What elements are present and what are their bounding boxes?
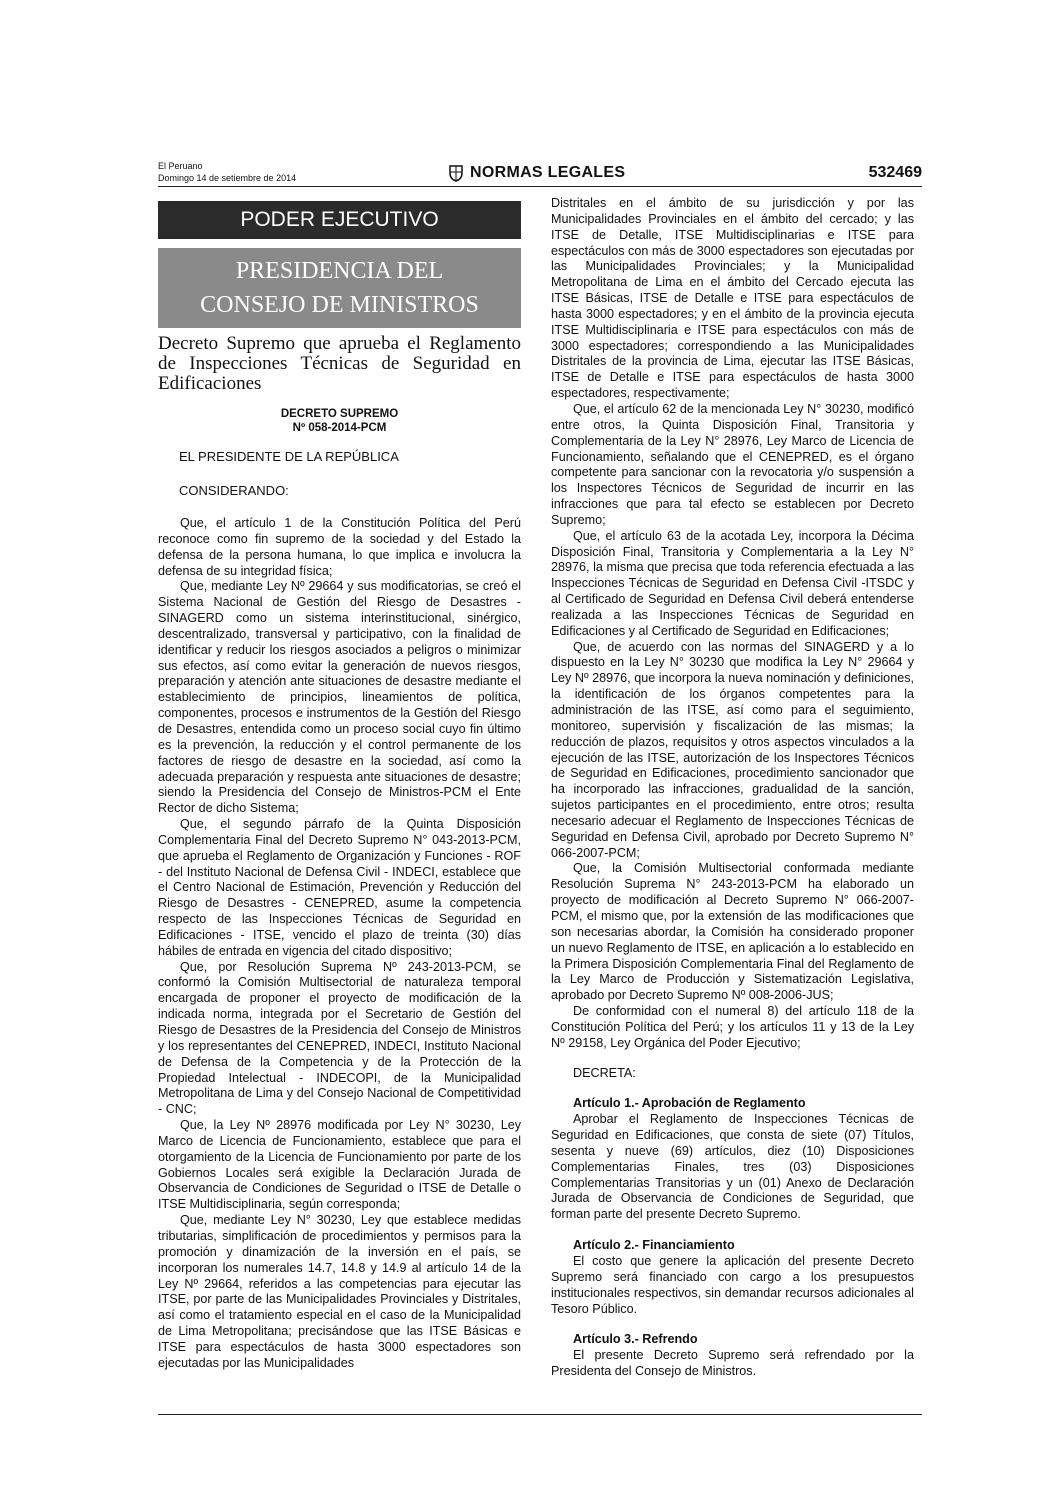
paragraph: Que, el segundo párrafo de la Quinta Disposición Complementaria Final del Decreto Supremo N° 043-2013-PCM, que aprueba el Reglamento de Organización y Funciones - ROF - del Instituto Nacional de Defensa Civil - INDECI, establece que el Centro Nacional de Estimación, Prevención y Reducción del Riesgo de Desastres - CENEPRED, asume la competencia respecto de las Inspecciones Técnicas de Seguridad en Edificaciones - ITSE, vencido el plazo de treinta (30) días hábiles de entrada en vigencia del citado dispositivo; — [158, 817, 521, 958]
ministry-line-1: PRESIDENCIA DEL — [235, 258, 444, 284]
decree-number: Nº 058-2014-PCM — [292, 422, 387, 434]
right-column — [551, 196, 914, 1380]
paragraph: Que, mediante Ley Nº 29664 y sus modificatorias, se creó el Sistema Nacional de Gestión del Riesgo de Desastres - SINAGERD como un sistema interinstitucional, sinérgico, descentralizado, transversal y participativo, con la finalidad de identificar y reducir los riesgos asociados a peligros o minimizar sus efectos, así como evitar la generación de nuevos riesgos, preparación y atención ante situaciones de desastre mediante el establecimiento de principios, lineamientos de política, componentes, procesos e instrumentos de la Gestión del Riesgo de Desastres, entendida como un proceso social cuyo fin último es la prevención, la reducción y el control permanente de los factores de riesgo de desastre en la sociedad, así como la adecuada preparación y respuesta ante situaciones de desastre; siendo la Presidencia del Consejo de Ministros-PCM el Ente Rector de dicho Sistema; — [158, 579, 521, 816]
publication-date: Domingo 14 de setiembre de 2014 — [158, 173, 297, 183]
coat-of-arms-icon — [448, 164, 464, 182]
page-number: 532469 — [868, 164, 922, 181]
paragraph: Que, mediante Ley N° 30230, Ley que establece medidas tributarias, simplificación de procedimientos y permisos para la promoción y dinamización de la inversión en el país, se incorporan los numerales 14.7, 14.8 y 14.9 al artículo 14 de la Ley Nº 29664, referidos a las competencias para ejecutar las ITSE, por parte de las Municipalidades Provinciales y Distritales, así como el tratamiento especial en el caso de la Municipalidad de Lima Metropolitana; precisándose que las ITSE Básicas e ITSE para espectáculos de hasta 3000 espectadores son ejecutadas por las Municipalidades — [158, 1213, 521, 1370]
paragraph: Que, el artículo 63 de la acotada Ley, incorpora la Décima Disposición Final, Transitoria y Complementaria a la Ley N° 28976, la misma que precisa que toda referencia efectuada a las Inspecciones Técnicas de Seguridad en Defensa Civil -ITSDC y al Certificado de Seguridad en Defensa Civil deberá entenderse realizada a las Inspecciones Técnicas de Seguridad en Edificaciones y al Certificado de Seguridad en Edificaciones; — [551, 528, 914, 638]
decreta-heading: DECRETA: — [573, 1065, 636, 1080]
decree-heading — [158, 407, 521, 435]
paragraph: Que, el artículo 62 de la mencionada Ley N° 30230, modificó entre otros, la Quinta Disposición Final, Transitoria y Complementaria de la Ley N° 28976, Ley Marco de Licencia de Funcionamiento, señalando que el CENEPRED, es el órgano competente para sancionar con la revocatoria y/o suspensión a los Inspectores Técnicos de Seguridad de incurrir en las infracciones que para tal efecto se establecen por Decreto Supremo; — [551, 401, 914, 527]
considerando-heading: CONSIDERANDO: — [179, 483, 289, 498]
ministry-line-2: CONSEJO DE MINISTROS — [200, 292, 479, 318]
decree-label: DECRETO SUPREMO — [280, 408, 399, 420]
brand-name: NORMAS LEGALES — [470, 164, 626, 181]
paragraph: Distritales en el ámbito de su jurisdicción y por las Municipalidades Provinciales en el ámbito del cercado; y las ITSE de Detalle, ITSE Multidisciplinarias e ITSE para espectáculos con más de 3000 espectadores son ejecutadas por las Municipalidades Provinciales; y la Municipalidad Metropolitana de Lima en el ámbito del Cercado ejecuta las ITSE Básicas, ITSE de Detalle e ITSE para espectáculos de hasta 3000 espectadores; y en el ámbito de la provincia ejecuta ITSE Multidisciplinaria e ITSE para espectáculos con más de 3000 espectadores; correspondiendo a las Municipalidades Distritales de la provincia de Lima, ejecutar las ITSE Básicas, ITSE de Detalle e ITSE para espectáculos de hasta 3000 espectadores, respectivamente; — [551, 196, 914, 401]
paragraph: Que, de acuerdo con las normas del SINAGERD y a lo dispuesto en la Ley N° 30230 que modifica la Ley N° 29664 y Ley Nº 28976, que incorpora la nueva nominación y definiciones, la identificación de los órganos competentes para la administración de las ITSE, así como para el seguimiento, monitoreo, supervisión y fiscalización de las mismas; la reducción de plazos, requisitos y otros aspectos vinculados a la ejecución de las ITSE, autorización de los Inspectores Técnicos de Seguridad en Edificaciones, procedimiento sancionador que ha incorporado las infracciones, gradualidad de la sanción, sujetos participantes en el procedimiento, entre otros; resulta necesario adecuar el Reglamento de Inspecciones Técnicas de Seguridad en Defensa Civil, aprobado por Decreto Supremo N° 066-2007-PCM; — [551, 639, 914, 860]
paragraph: Que, la Ley Nº 28976 modificada por Ley N° 30230, Ley Marco de Licencia de Funcionamiento, establece que para el otorgamiento de la Licencia de Funcionamiento por parte de los Gobiernos Locales será exigible la Declaración Jurada de Observancia de Condiciones de Seguridad o ITSE de Detalle o ITSE Multidisciplinaria, según corresponda; — [158, 1118, 521, 1212]
article-3-title: Artículo 3.- Refrendo — [573, 1332, 698, 1347]
president-heading: EL PRESIDENTE DE LA REPÚBLICA — [179, 449, 399, 464]
header-left — [158, 160, 296, 184]
article-2-title: Artículo 2.- Financiamiento — [573, 1238, 735, 1253]
paragraph: Que, la Comisión Multisectorial conformada mediante Resolución Suprema N° 243-2013-PCM ha elaborado un proyecto de modificación al Decreto Supremo N° 066-2007-PCM, el mismo que, por la extensión de las modificaciones que son necesarias abordar, la Comisión ha considerado proponer un nuevo Reglamento de ITSE, en aplicación a lo establecido en la Primera Disposición Complementaria Final del Reglamento de la Ley Marco de Producción y Sistematización Legislativa, aprobado por Decreto Supremo Nº 008-2006-JUS; — [551, 861, 914, 1003]
section-ministry — [158, 248, 521, 328]
article-3-body: El presente Decreto Supremo será refrendado por la Presidenta del Consejo de Ministros. — [551, 1348, 914, 1379]
paragraph: Que, el artículo 1 de la Constitución Política del Perú reconoce como fin supremo de la sociedad y del Estado la defensa de la persona humana, lo que implica e involucra la defensa de su integridad física; — [158, 516, 521, 578]
publication-name: El Peruano — [158, 161, 203, 171]
left-column — [158, 201, 521, 1372]
article-1-body: Aprobar el Reglamento de Inspecciones Técnicas de Seguridad en Edificaciones, que consta de siete (07) Títulos, sesenta y nueve (69) artículos, diez (10) Disposiciones Complementarias Finales, tres (03) Disposiciones Complementarias Transitorias y un (01) Anexo de Declaración Jurada de Observancia de Condiciones de Seguridad, que forman parte del presente Decreto Supremo. — [551, 1112, 914, 1222]
paragraph: Que, por Resolución Suprema Nº 243-2013-PCM, se conformó la Comisión Multisectorial de naturaleza temporal encargada de proponer el proyecto de modificación de la indicada norma, integrada por el Secretario de Gestión del Riesgo de Desastres de la Presidencia del Consejo de Ministros y los representantes del CENEPRED, INDECI, Instituto Nacional de Defensa de la Competencia y de la Protección de la Propiedad Intelectual - INDECOPI, de la Municipalidad Metropolitana de Lima y del Consejo Nacional de Competitividad - CNC; — [158, 959, 521, 1117]
decree-title: Decreto Supremo que aprueba el Reglamento de Inspecciones Técnicas de Seguridad en Edificaciones — [158, 333, 521, 394]
article-1-title: Artículo 1.- Aprobación de Reglamento — [573, 1096, 806, 1111]
paragraph: De conformidad con el numeral 8) del artículo 118 de la Constitución Política del Perú; y los artículos 11 y 13 de la Ley Nº 29158, Ley Orgánica del Poder Ejecutivo; — [551, 1004, 914, 1050]
header-brand — [448, 164, 625, 182]
header-rule — [158, 186, 922, 187]
article-2-body: El costo que genere la aplicación del presente Decreto Supremo será financiado con cargo a los presupuestos institucionales respectivos, sin demandar recursos adicionales al Tesoro Público. — [551, 1254, 914, 1316]
bottom-rule — [158, 1414, 922, 1415]
section-branch: PODER EJECUTIVO — [158, 201, 521, 239]
